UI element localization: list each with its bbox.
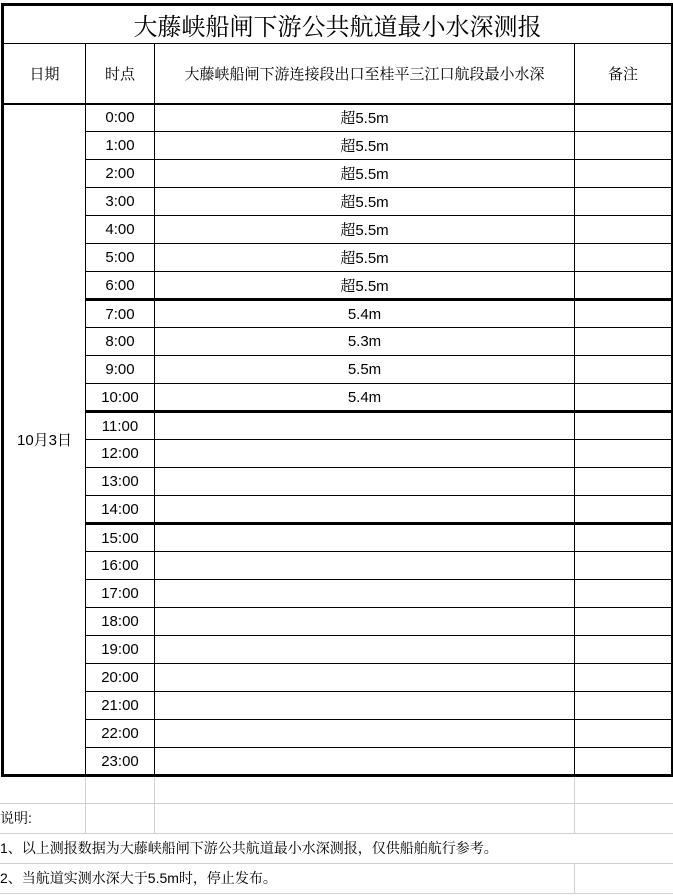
table-row bbox=[3, 356, 673, 384]
remark-cell bbox=[575, 468, 673, 496]
note-row-1 bbox=[0, 833, 673, 863]
depth-cell: 超5.5m bbox=[155, 272, 575, 300]
report-title: 大藤峡船闸下游公共航道最小水深测报 bbox=[3, 5, 673, 44]
depth-cell bbox=[155, 412, 575, 440]
table-row bbox=[3, 580, 673, 608]
empty-cell bbox=[574, 863, 673, 893]
table-row bbox=[3, 524, 673, 552]
table-row bbox=[3, 664, 673, 692]
empty-cell bbox=[154, 777, 574, 803]
table-row bbox=[3, 384, 673, 412]
depth-table-body bbox=[3, 104, 673, 776]
notes-section bbox=[0, 777, 673, 894]
depth-cell bbox=[155, 580, 575, 608]
depth-cell bbox=[155, 524, 575, 552]
remark-cell bbox=[575, 244, 673, 272]
time-cell: 23:00 bbox=[86, 748, 155, 776]
table-row bbox=[3, 244, 673, 272]
remark-cell bbox=[575, 384, 673, 412]
remark-cell bbox=[575, 636, 673, 664]
remark-cell bbox=[575, 552, 673, 580]
remark-cell bbox=[575, 412, 673, 440]
remark-cell bbox=[575, 664, 673, 692]
remark-cell bbox=[575, 272, 673, 300]
depth-cell bbox=[155, 748, 575, 776]
time-cell: 0:00 bbox=[86, 104, 155, 132]
table-row bbox=[3, 132, 673, 160]
table-row bbox=[3, 720, 673, 748]
depth-report-table bbox=[1, 3, 673, 777]
time-cell: 9:00 bbox=[86, 356, 155, 384]
time-cell: 18:00 bbox=[86, 608, 155, 636]
empty-cell bbox=[85, 803, 154, 833]
time-cell: 8:00 bbox=[86, 328, 155, 356]
time-cell: 6:00 bbox=[86, 272, 155, 300]
table-row bbox=[3, 328, 673, 356]
remark-cell bbox=[575, 692, 673, 720]
table-row bbox=[3, 608, 673, 636]
note-item-2: 2、当航道实测水深大于5.5m时，停止发布。 bbox=[0, 863, 574, 893]
time-cell: 16:00 bbox=[86, 552, 155, 580]
empty-cell bbox=[0, 777, 85, 803]
time-cell: 13:00 bbox=[86, 468, 155, 496]
empty-cell bbox=[85, 777, 154, 803]
remark-cell bbox=[575, 188, 673, 216]
header-remark: 备注 bbox=[575, 44, 673, 104]
table-row bbox=[3, 636, 673, 664]
depth-cell bbox=[155, 608, 575, 636]
notes-label-row bbox=[0, 803, 673, 833]
depth-cell bbox=[155, 496, 575, 524]
time-cell: 1:00 bbox=[86, 132, 155, 160]
depth-cell: 超5.5m bbox=[155, 216, 575, 244]
time-cell: 20:00 bbox=[86, 664, 155, 692]
remark-cell bbox=[575, 496, 673, 524]
depth-cell: 超5.5m bbox=[155, 132, 575, 160]
depth-cell: 5.4m bbox=[155, 300, 575, 328]
title-row bbox=[3, 5, 673, 44]
footer-empty-row bbox=[0, 777, 673, 803]
note-item-1: 1、以上测报数据为大藤峡船闸下游公共航道最小水深测报，仅供船舶航行参考。 bbox=[0, 833, 673, 863]
depth-cell bbox=[155, 664, 575, 692]
header-depth: 大藤峡船闸下游连接段出口至桂平三江口航段最小水深 bbox=[155, 44, 575, 104]
remark-cell bbox=[575, 328, 673, 356]
time-cell: 12:00 bbox=[86, 440, 155, 468]
time-cell: 4:00 bbox=[86, 216, 155, 244]
time-cell: 17:00 bbox=[86, 580, 155, 608]
depth-cell: 5.3m bbox=[155, 328, 575, 356]
remark-cell bbox=[575, 608, 673, 636]
remark-cell bbox=[575, 580, 673, 608]
table-row bbox=[3, 440, 673, 468]
note-row-2 bbox=[0, 863, 673, 893]
depth-cell: 超5.5m bbox=[155, 160, 575, 188]
time-cell: 19:00 bbox=[86, 636, 155, 664]
remark-cell bbox=[575, 440, 673, 468]
depth-cell bbox=[155, 720, 575, 748]
empty-cell bbox=[154, 803, 574, 833]
table-row bbox=[3, 300, 673, 328]
time-cell: 22:00 bbox=[86, 720, 155, 748]
depth-cell: 超5.5m bbox=[155, 188, 575, 216]
time-cell: 14:00 bbox=[86, 496, 155, 524]
depth-cell: 超5.5m bbox=[155, 244, 575, 272]
depth-cell bbox=[155, 692, 575, 720]
depth-cell: 超5.5m bbox=[155, 104, 575, 132]
empty-cell bbox=[574, 777, 673, 803]
table-row bbox=[3, 160, 673, 188]
time-cell: 11:00 bbox=[86, 412, 155, 440]
table-row bbox=[3, 188, 673, 216]
remark-cell bbox=[575, 104, 673, 132]
time-cell: 3:00 bbox=[86, 188, 155, 216]
depth-cell bbox=[155, 440, 575, 468]
header-time: 时点 bbox=[86, 44, 155, 104]
table-row bbox=[3, 552, 673, 580]
depth-cell bbox=[155, 468, 575, 496]
time-cell: 21:00 bbox=[86, 692, 155, 720]
time-cell: 5:00 bbox=[86, 244, 155, 272]
table-row bbox=[3, 412, 673, 440]
remark-cell bbox=[575, 356, 673, 384]
time-cell: 7:00 bbox=[86, 300, 155, 328]
column-header-row bbox=[3, 44, 673, 104]
table-row bbox=[3, 468, 673, 496]
header-date: 日期 bbox=[3, 44, 86, 104]
table-row bbox=[3, 748, 673, 776]
table-row bbox=[3, 692, 673, 720]
remark-cell bbox=[575, 216, 673, 244]
table-row bbox=[3, 272, 673, 300]
time-cell: 2:00 bbox=[86, 160, 155, 188]
table-row bbox=[3, 104, 673, 132]
remark-cell bbox=[575, 720, 673, 748]
table-row bbox=[3, 216, 673, 244]
time-cell: 15:00 bbox=[86, 524, 155, 552]
depth-cell: 5.5m bbox=[155, 356, 575, 384]
remark-cell bbox=[575, 300, 673, 328]
remark-cell bbox=[575, 524, 673, 552]
table-row bbox=[3, 496, 673, 524]
remark-cell bbox=[575, 748, 673, 776]
depth-cell bbox=[155, 636, 575, 664]
empty-cell bbox=[574, 803, 673, 833]
time-cell: 10:00 bbox=[86, 384, 155, 412]
remark-cell bbox=[575, 160, 673, 188]
depth-cell: 5.4m bbox=[155, 384, 575, 412]
notes-label: 说明: bbox=[0, 803, 85, 833]
depth-cell bbox=[155, 552, 575, 580]
remark-cell bbox=[575, 132, 673, 160]
date-cell: 10月3日 bbox=[3, 104, 86, 776]
